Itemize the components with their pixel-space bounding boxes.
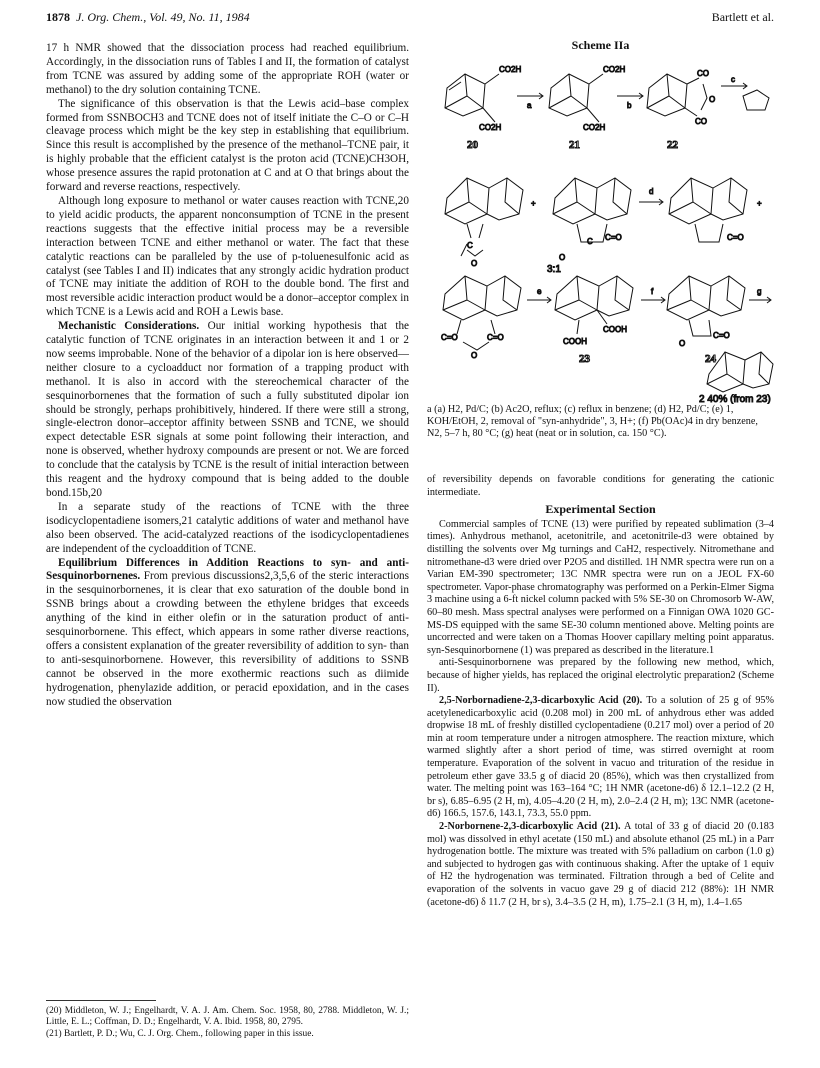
header-left bbox=[46, 10, 250, 25]
paragraph-text: From previous discussions2,3,5,6 of the steric interactions in the sesquinorbornenes, it is clear that exo saturation of the double bond in SSNB brings about a crowding between the ethylene bridges that exceeds anything of the kind in either olefin or in the saturation product of anti-sesquinorbornene. This effect, which appears in some rather diverse reactions, offers a consistent explanation of the greater reversibility of addition to syn- than to anti-sesquinorbornene. However, this reversibility of additions to SSNB cannot be observed in the more exothermic reactions such as diimide hydrogenation, phenylazide addition, or peracid epoxidation, and in the cases now studied the observation bbox=[46, 570, 409, 708]
compound-label-22: 22 bbox=[667, 139, 678, 151]
plus-sign: + bbox=[757, 199, 762, 208]
group-label: COOH bbox=[603, 325, 627, 334]
group-label: CO2H bbox=[603, 65, 626, 74]
plus-sign: + bbox=[531, 199, 536, 208]
page-number: 1878 bbox=[46, 10, 70, 24]
arrow-label-e: e bbox=[537, 287, 542, 296]
paragraph: In a separate study of the reactions of TCNE with the three isodicyclopentadiene isomers,21 catalytic additions of water and methanol have also been observed. The acid-catalyzed reactions of the isodicyclopentadienes are independent of the cycloaddition of TCNE. bbox=[46, 500, 409, 555]
group-label: C=O bbox=[605, 233, 622, 242]
group-label: CO2H bbox=[583, 123, 606, 132]
arrow-label-d: d bbox=[649, 187, 654, 196]
scheme-ii bbox=[427, 38, 774, 438]
arrow-label-g: g bbox=[757, 287, 762, 296]
structure-22 bbox=[647, 74, 707, 116]
group-label: O bbox=[679, 339, 686, 348]
compound-label-23: 23 bbox=[579, 353, 590, 365]
footnote-rule bbox=[46, 1000, 156, 1001]
group-label: CO bbox=[695, 117, 707, 126]
running-header bbox=[46, 10, 774, 28]
right-column bbox=[427, 474, 774, 909]
run-in-heading: 2-Norbornene-2,3-dicarboxylic Acid (21). bbox=[439, 821, 621, 833]
journal-citation: J. Org. Chem., Vol. 49, No. 11, 1984 bbox=[76, 10, 250, 24]
group-label: C bbox=[467, 241, 473, 250]
structure-2 bbox=[707, 352, 773, 392]
group-label: CO bbox=[697, 69, 709, 78]
compound-label-21: 21 bbox=[569, 139, 580, 151]
group-label: COOH bbox=[563, 337, 587, 346]
paragraph-text: To a solution of 25 g of 95% acetylenedicarboxylic acid (0.208 mol) in 200 mL of anhydrous ether was added dropwise 18 mL of freshly distilled cyclopentadiene (0.217 mol) over a period of 20 min at room temperature under a nitrogen atmosphere. The reaction mixture, which warmed slightly after a short period of time, was stirred overnight at room temperature. Evaporation of the solvent in vacuo and trituration of the residue in petroleum ether gave 33.5 g of diacid 20 (85%), which was then crystallized from water. The melting point was 163–164 °C; 1H NMR (acetone-d6) δ 12.1–12.2 (2 H, br s), 6.85–6.95 (2 H, m), 4.05–4.20 (2 H, m), 2.0–2.4 (2 H, m); 13C NMR (acetone-d6) 166.5, 157.6, 143.1, 73.3, 55.0 ppm. bbox=[427, 695, 774, 820]
paragraph bbox=[427, 695, 774, 821]
arrow-label-a: a bbox=[527, 101, 532, 110]
group-label: C=O bbox=[441, 333, 458, 342]
arrow-label-c: c bbox=[731, 75, 735, 84]
paragraph: The significance of this observation is that the Lewis acid–base complex formed from SSNBOCH3 and TCNE does not of itself initiate the C–O or C–H cleavage process which might be the key step in establishing that equilibrium. Since this result is accomplished by the presence of the methanol–TCNE pair, it is highly probable that the efficient catalyst is the proton acid (TCNE)CH3OH, whose presence assures the rapid protonation at C and at O that brings about the forward and reverse reactions, respectively. bbox=[46, 97, 409, 194]
compound-label-24: 24 bbox=[705, 353, 716, 365]
yield-label: 2 40% (from 23) bbox=[699, 394, 771, 404]
paragraph: Commercial samples of TCNE (13) were purified by repeated sublimation (3–4 times). Anhydrous methanol, acetonitrile, and acetonitrile-d3 were obtained by distilling the solvents over Mg turnings and CaH2, respectively. Nitromethane and nitromethane-d3 were dried over P2O5 and distilled. 1H NMR spectra were run on a Varian EM-390 spectrometer; 13C NMR spectra were run on a JEOL FX-60 spectrometer. Vapor-phase chromatography was performed on a Perkin-Elmer Sigma 3 machine using a 6-ft nickel column packed with 5% SE-30 on Chromosorb W-AW, 60–80 mesh. Mass spectral analyses were performed on a Finnigan OWA 1020 GC-MS-DS equipped with the same SE-30 column mentioned above. Melting points are uncorrected and were taken on a Thomas Hoover capillary melting point apparatus. syn-Sesquinorbornene (1) was prepared as described in the literature.1 bbox=[427, 518, 774, 656]
group-label: O bbox=[709, 95, 716, 104]
scheme-drawing bbox=[427, 38, 774, 404]
header-authors: Bartlett et al. bbox=[711, 10, 774, 24]
paragraph: anti-Sesquinorbornene was prepared by the following new method, which, because of higher yields, has replaced the original electrolytic preparation2 (Scheme II). bbox=[427, 657, 774, 694]
structure-20 bbox=[445, 74, 499, 122]
group-label: O bbox=[559, 253, 566, 262]
scheme-title: Scheme IIa bbox=[571, 38, 630, 52]
paragraph bbox=[427, 821, 774, 909]
paragraph-text: Our initial working hypothesis that the catalytic function of TCNE originates in an interaction between it and 1 or 2 now seems improbable. None of the behavior of a dipolar ion is here observed—neither closure to a cycloadduct nor formation of a trapping product with methanol. It is also in accord with the stereochemical character of the sesquinorbornenes that the formation of such a fully substituted dipolar ion should be strongly, perhaps prohibitively, hindered. If there were still a strong, single-electron donor–acceptor affinity between SSNB and TCNE, we should expect detectable ESR signals at some point following their interaction, and none is observed, whether hydroxy compounds are present or not. We are forced to conclude that the catalysis by TCNE is the result of initial interaction between this reagent and the hydroxy compound that is being added to the double bond.15b,20 bbox=[46, 320, 410, 499]
group-label: O bbox=[471, 259, 478, 268]
scheme-footnote: a (a) H2, Pd/C; (b) Ac2O, reflux; (c) reflux in benzene; (d) H2, Pd/C; (e) 1, KOH/EtOH, 2, removal of "syn-anhydride", 3, H+; (f) Pb(OAc)4 in dry benzene, N2, 5–7 h, 80 °C; (g) heat (neat or in solution, ca. 150 °C). bbox=[427, 404, 758, 439]
footnote-21: (21) Bartlett, P. D.; Wu, C. J. Org. Chem., following paper in this issue. bbox=[46, 1028, 314, 1039]
group-label: C=O bbox=[727, 233, 744, 242]
group-label: C=O bbox=[713, 331, 730, 340]
run-in-heading: Mechanistic Considerations. bbox=[58, 320, 200, 333]
section-heading: Experimental Section bbox=[545, 502, 656, 517]
isomer-ratio: 3:1 bbox=[547, 264, 561, 275]
run-in-heading: Equilibrium Differences in Addition Reactions to syn- and anti-Sesquinorbornenes. bbox=[46, 556, 409, 583]
group-label: CO2H bbox=[499, 65, 522, 74]
adduct-structure bbox=[445, 178, 523, 256]
paragraph bbox=[46, 320, 409, 501]
structure-21 bbox=[549, 74, 603, 122]
compound-label-20: 20 bbox=[467, 139, 478, 151]
paragraph: Although long exposure to methanol or water causes reaction with TCNE,20 to yield acidic products, the apparent nonconsumption of TCNE in the present reactions suggests that the effective initial process may be a reversible interaction between TCNE and either methanol or water. The fact that these catalytic reactions can be paralleled by the use of p-toluenesulfonic acid as catalyst (see Tables I and II) indicates that any strongly acidic hydration product of TCNE may initiate the addition of ROH to the double bond. The first and most reversible acidic interaction product would be a donor–acceptor complex in which TCNE is a Lewis acid and ROH a Lewis base. bbox=[46, 194, 409, 319]
paragraph bbox=[46, 557, 409, 710]
arrow-label-b: b bbox=[627, 101, 632, 110]
footnote-20: (20) Middleton, W. J.; Engelhardt, V. A. J. Am. Chem. Soc. 1958, 80, 2788. Middleton, W. J.; Little, E. L.; Coffman, D. D.; Engelhardt, V. A. Ibid. 1958, 80, 2795. bbox=[46, 1006, 409, 1028]
group-label: CO2H bbox=[479, 123, 502, 132]
arrow-label-f: f bbox=[651, 287, 654, 296]
run-in-heading: 2,5-Norbornadiene-2,3-dicarboxylic Acid (20). bbox=[439, 695, 643, 707]
footnotes bbox=[46, 1006, 409, 1040]
group-label: C=O bbox=[487, 333, 504, 342]
left-column bbox=[46, 42, 409, 710]
paragraph: of reversibility depends on favorable conditions for generating the cationic intermediate. bbox=[427, 474, 774, 498]
group-label: C bbox=[587, 237, 593, 246]
paragraph-text: A total of 33 g of diacid 20 (0.183 mol) was dissolved in ethyl acetate (150 mL) and absolute ethanol (25 mL) in a Parr hydrogenation bottle. The mixture was treated with 5% palladium on carbon (1.0 g) and subjected to hydrogen gas with continuous shaking. After the uptake of 1 equiv of H2 the hydrogenation was terminated. Filtration through a bed of Celite and evaporation of the solvents in vacuo gave 29 g of diacid 212 (88%): 1H NMR (acetone-d6) δ 11.7 (2 H, br s), 3.4–3.5 (2 H, m), 1.75–2.1 (3 H, m), 1.4–1.65 bbox=[427, 821, 774, 908]
paragraph: 17 h NMR showed that the dissociation process had reached equilibrium. Accordingly, in the dissociation runs of Tables I and II, the formation of catalyst from TCNE was assured by adding some of the appropriate ROH (water or methanol) to the dry solution containing TCNE. bbox=[46, 42, 409, 96]
cyclopentadiene-icon bbox=[743, 90, 769, 110]
group-label: O bbox=[471, 351, 478, 360]
structure-24 bbox=[667, 276, 745, 336]
